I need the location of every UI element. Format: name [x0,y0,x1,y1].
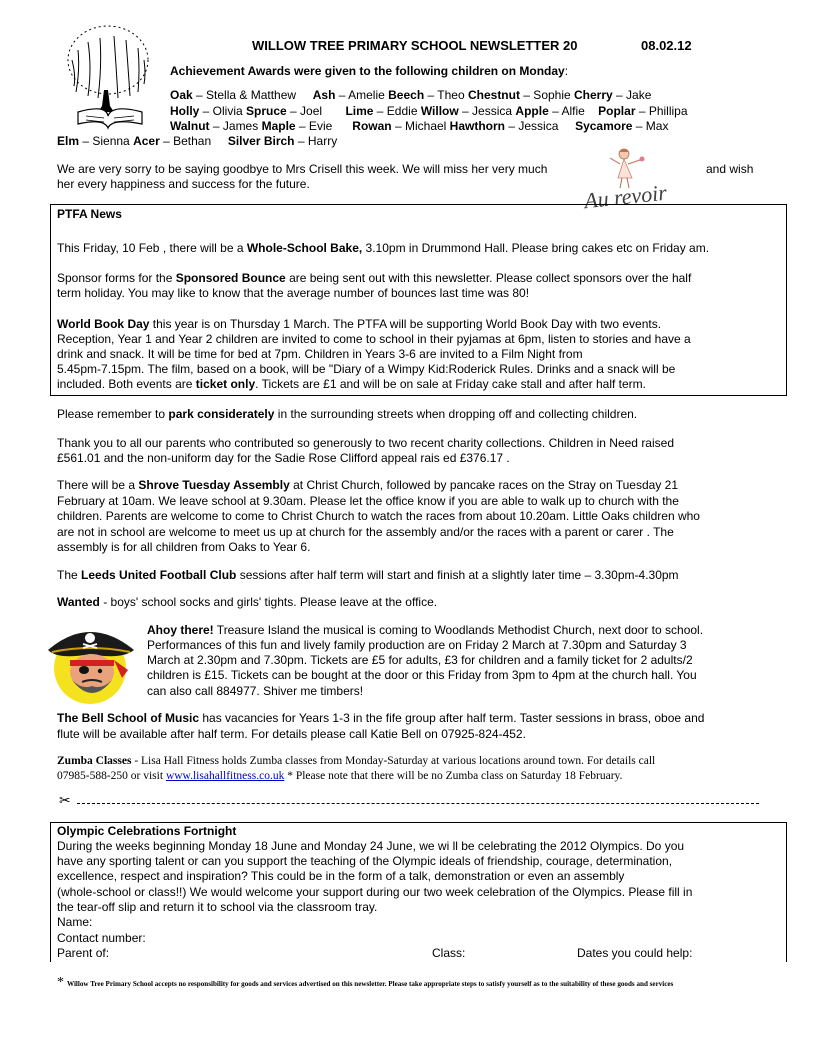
ptfa-bake: This Friday, 10 Feb , there will be a Whole-School Bake, 3.10pm in Drummond Hall. Please bring cakes etc on Friday am. [57,241,710,255]
awards-line-4: Elm – Sienna Acer – Bethan Silver Birch – Harry [57,134,338,148]
charity-line-2: £561.01 and the non-uniform day for the Sadie Rose Clifford appeal rais ed £376.17 . [57,451,510,465]
parent-field-label: Parent of: [57,946,110,960]
dates-field-label: Dates you could help: [577,946,693,960]
awards-intro: Achievement Awards were given to the following children on Monday: [170,64,569,78]
contact-field-label: Contact number: [57,931,146,945]
ahoy-line-4: children is £15. Tickets can be bought at the door or this Friday from 3pm to 4pm at the church hall. You [147,668,697,682]
zumba-website-link[interactable]: www.lisahallfitness.co.uk [165,770,285,782]
au-revoir-text: Au revoir [582,179,668,214]
shrove-line-1: There will be a Shrove Tuesday Assembly at Christ Church, followed by pancake races on the Stray on Tuesday 21 [57,478,678,492]
ptfa-bookday-1: World Book Day this year is on Thursday 1 March. The PTFA will be supporting World Book Day with two events. [57,317,662,331]
parking-notice: Please remember to park considerately in the surrounding streets when dropping off and collecting children. [57,407,638,421]
ahoy-line-5: can also call 884977. Shiver me timbers! [147,684,364,698]
willow-tree-logo [58,20,170,132]
goodbye-line-1-end: and wish [706,162,754,176]
ahoy-line-2: Performances of this fun and lively family production are on Friday 2 March at 7.30pm and Saturday 3 [147,638,687,652]
olympic-line-5: the tear-off slip and return it to school via the classroom tray. [57,900,378,914]
zumba-line-2: 07985-588-250 or visit www.lisahallfitness.co.uk * Please note that there will be no Zumba class on Saturday 18 February. [57,770,623,782]
shrove-line-2: February at 10am. We leave school at 9.30am. Please let the office know if you are able to walk up to church with the [57,494,679,508]
ptfa-heading: PTFA News [57,207,122,221]
awards-line-1: Oak – Stella & Matthew Ash – Amelie Beech – Theo Chestnut – Sophie Cherry – Jake [170,88,652,102]
name-field-label: Name: [57,915,93,929]
ptfa-bookday-4: 5.45pm-7.15pm. The film, based on a book, will be "Diary of a Wimpy Kid:Roderick Rules. Drinks and a snack will be [57,362,676,376]
ahoy-line-1: Ahoy there! Treasure Island the musical is coming to Woodlands Methodist Church, next door to school. [147,623,704,637]
leeds-notice: The Leeds United Football Club sessions after half term will start and finish at a slightly later time – 3.30pm-4.30pm [57,568,679,582]
charity-line-1: Thank you to all our parents who contributed so generously to two recent charity collections. Children in Need raised [57,436,674,450]
olympic-line-3: excellence, respect and inspiration? This could be in the form of a talk, demonstration or even an assembly [57,869,625,883]
awards-line-3: Walnut – James Maple – Evie Rowan – Michael Hawthorn – Jessica Sycamore – Max [170,119,669,133]
newsletter-title: WILLOW TREE PRIMARY SCHOOL NEWSLETTER 20 [252,38,578,53]
bell-line-1: The Bell School of Music has vacancies for Years 1-3 in the fife group after half term. Taster sessions in brass, oboe and [57,711,705,725]
olympic-line-4: (whole-school or class!!) We would welcome your support during our two week celebration of the Olympics. Please fill in [57,885,693,899]
disclaimer: * Willow Tree Primary School accepts no responsibility for goods and services advertised on this newsletter. Please take appropriate steps to satisfy yourself as to the suitability of these goods and services [57,975,674,990]
ahoy-line-3: March at 2.30pm and 7.30pm. Tickets are £5 for adults, £3 for children and a family ticket for 2 adults/2 [147,653,693,667]
ptfa-bookday-3: drink and snack. It will be time for bed at 7pm. Children in Years 3-6 are invited to a Film Night from [57,347,583,361]
bell-line-2: flute will be available after half term. For details please call Katie Bell on 07925-824-452. [57,727,526,741]
olympic-heading: Olympic Celebrations Fortnight [57,824,237,838]
wanted-notice: Wanted - boys' school socks and girls' tights. Please leave at the office. [57,595,438,609]
shrove-line-5: assembly is for all children from Oaks to Year 6. [57,540,311,554]
shrove-line-3: children. Parents are welcome to come to Christ Church to watch the races from about 10.20am. Little Oaks children who [57,509,700,523]
scissors-icon: ✂ [59,793,71,809]
cut-line [57,793,759,809]
goodbye-line-2: her every happiness and success for the future. [57,177,310,191]
pirate-icon [42,620,140,706]
goodbye-line-1: We are very sorry to be saying goodbye to Mrs Crisell this week. We will miss her very much [57,162,548,176]
olympic-line-2: have any sporting talent or can you support the teaching of the Olympic ideals of friendship, courage, determination, [57,854,673,868]
ptfa-bounce-2: term holiday. You may like to know that the average number of bounces last time was 80! [57,286,530,300]
newsletter-date: 08.02.12 [641,38,692,53]
olympic-line-1: During the weeks beginning Monday 18 June and Monday 24 June, we wi ll be celebrating the 2012 Olympics. Do you [57,839,685,853]
ptfa-bookday-5: included. Both events are ticket only. Tickets are £1 and will be on sale at Friday cake stall and after half term. [57,377,646,391]
ptfa-bookday-2: Reception, Year 1 and Year 2 children are invited to come to school in their pyjamas at 6pm, listen to stories and have a [57,332,691,346]
zumba-line-1: Zumba Classes - Lisa Hall Fitness holds Zumba classes from Monday-Saturday at various locations around town. For details call [57,755,656,767]
awards-line-2: Holly – Olivia Spruce – Joel Lime – Eddie Willow – Jessica Apple – Alfie Poplar – Phillipa [170,104,688,118]
class-field-label: Class: [432,946,466,960]
shrove-line-4: are not in school are welcome to meet us up at church for the assembly and/or the races with a parent or carer . The [57,525,674,539]
ptfa-bounce-1: Sponsor forms for the Sponsored Bounce are being sent out with this newsletter. Please collect sponsors over the half [57,271,692,285]
